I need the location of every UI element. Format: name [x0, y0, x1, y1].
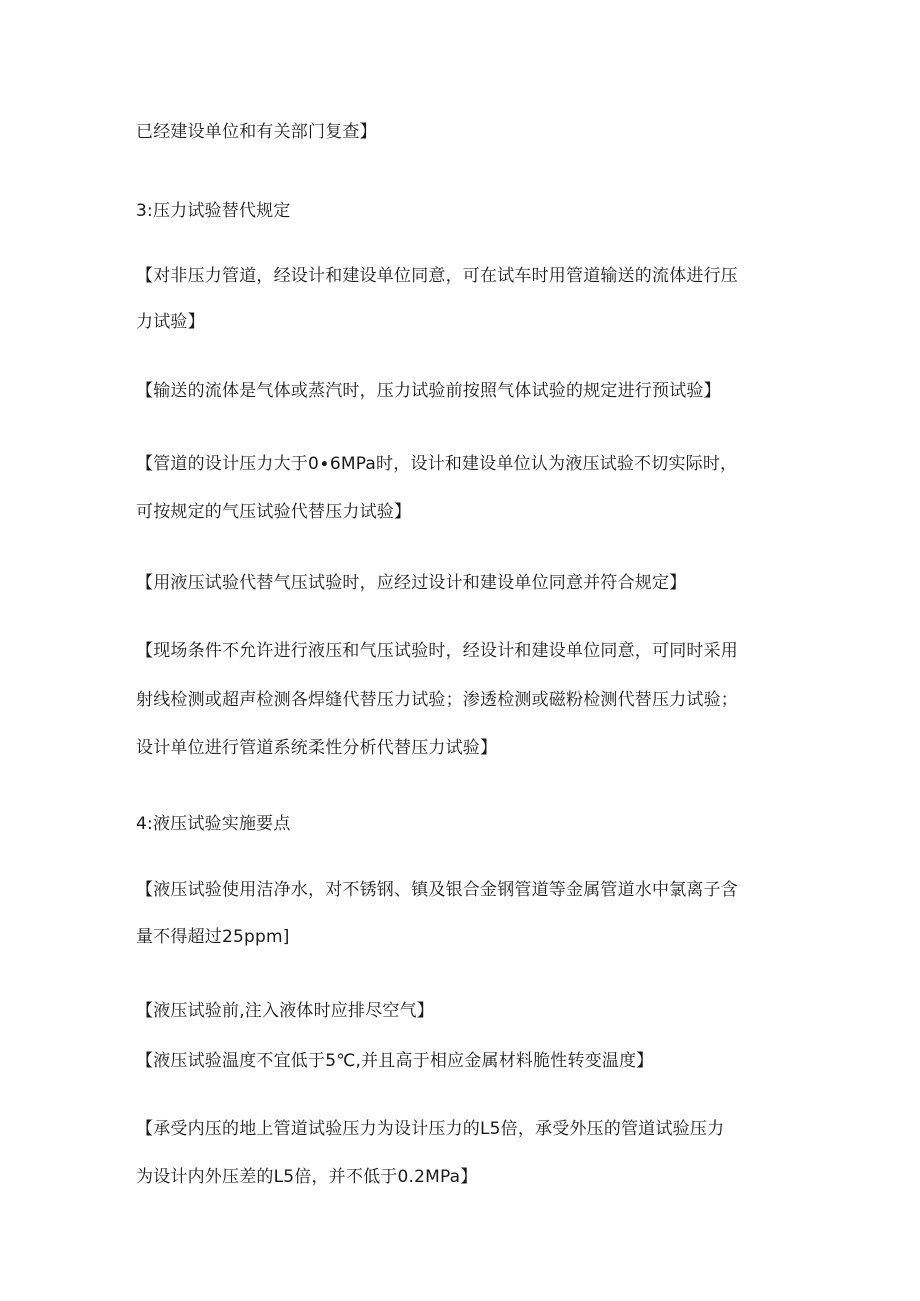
text-line-design-pressure-1: 【管道的设计压力大于0∙6MPa时，设计和建设单位认为液压试验不切实际时， [136, 454, 738, 474]
text-line-nonpressure-2: 力试验】 [136, 312, 205, 332]
text-line-gas-fluid: 【输送的流体是气体或蒸汽时，压力试验前按照气体试验的规定进行预试验】 [136, 381, 721, 401]
text-line-site-1: 【现场条件不允许进行液压和气压试验时，经设计和建设单位同意，可同时采用 [136, 641, 738, 661]
text-line-air: 【液压试验前,注入液体时应排尽空气】 [136, 1001, 435, 1021]
text-line-hydro-replace: 【用液压试验代替气压试验时，应经过设计和建设单位同意并符合规定】 [136, 573, 687, 593]
text-line-site-2: 射线检测或超声检测各焊缝代替压力试验；渗透检测或磁粉检测代替压力试验； [136, 690, 738, 710]
text-line-design-pressure-2: 可按规定的气压试验代替压力试验】 [136, 502, 412, 522]
text-line-review: 已经建设单位和有关部门复查】 [136, 122, 377, 142]
text-line-water-1: 【液压试验使用洁净水，对不锈钢、镇及银合金钢管道等金属管道水中氯离子含 [136, 880, 738, 900]
text-line-test-pressure-1: 【承受内压的地上管道试验压力为设计压力的L5倍，承受外压的管道试验压力 [136, 1119, 725, 1139]
text-line-water-2: 量不得超过25ppm] [136, 927, 290, 947]
text-line-site-3: 设计单位进行管道系统柔性分析代替压力试验】 [136, 738, 498, 758]
text-line-temperature: 【液压试验温度不宜低于5℃,并且高于相应金属材料脆性转变温度】 [136, 1051, 654, 1071]
section-heading-4: 4:液压试验实施要点 [136, 814, 291, 834]
text-line-test-pressure-2: 为设计内外压差的L5倍，并不低于0.2MPa】 [136, 1167, 478, 1187]
text-line-nonpressure-1: 【对非压力管道，经设计和建设单位同意，可在试车时用管道输送的流体进行压 [136, 266, 738, 286]
section-heading-3: 3:压力试验替代规定 [136, 201, 291, 221]
